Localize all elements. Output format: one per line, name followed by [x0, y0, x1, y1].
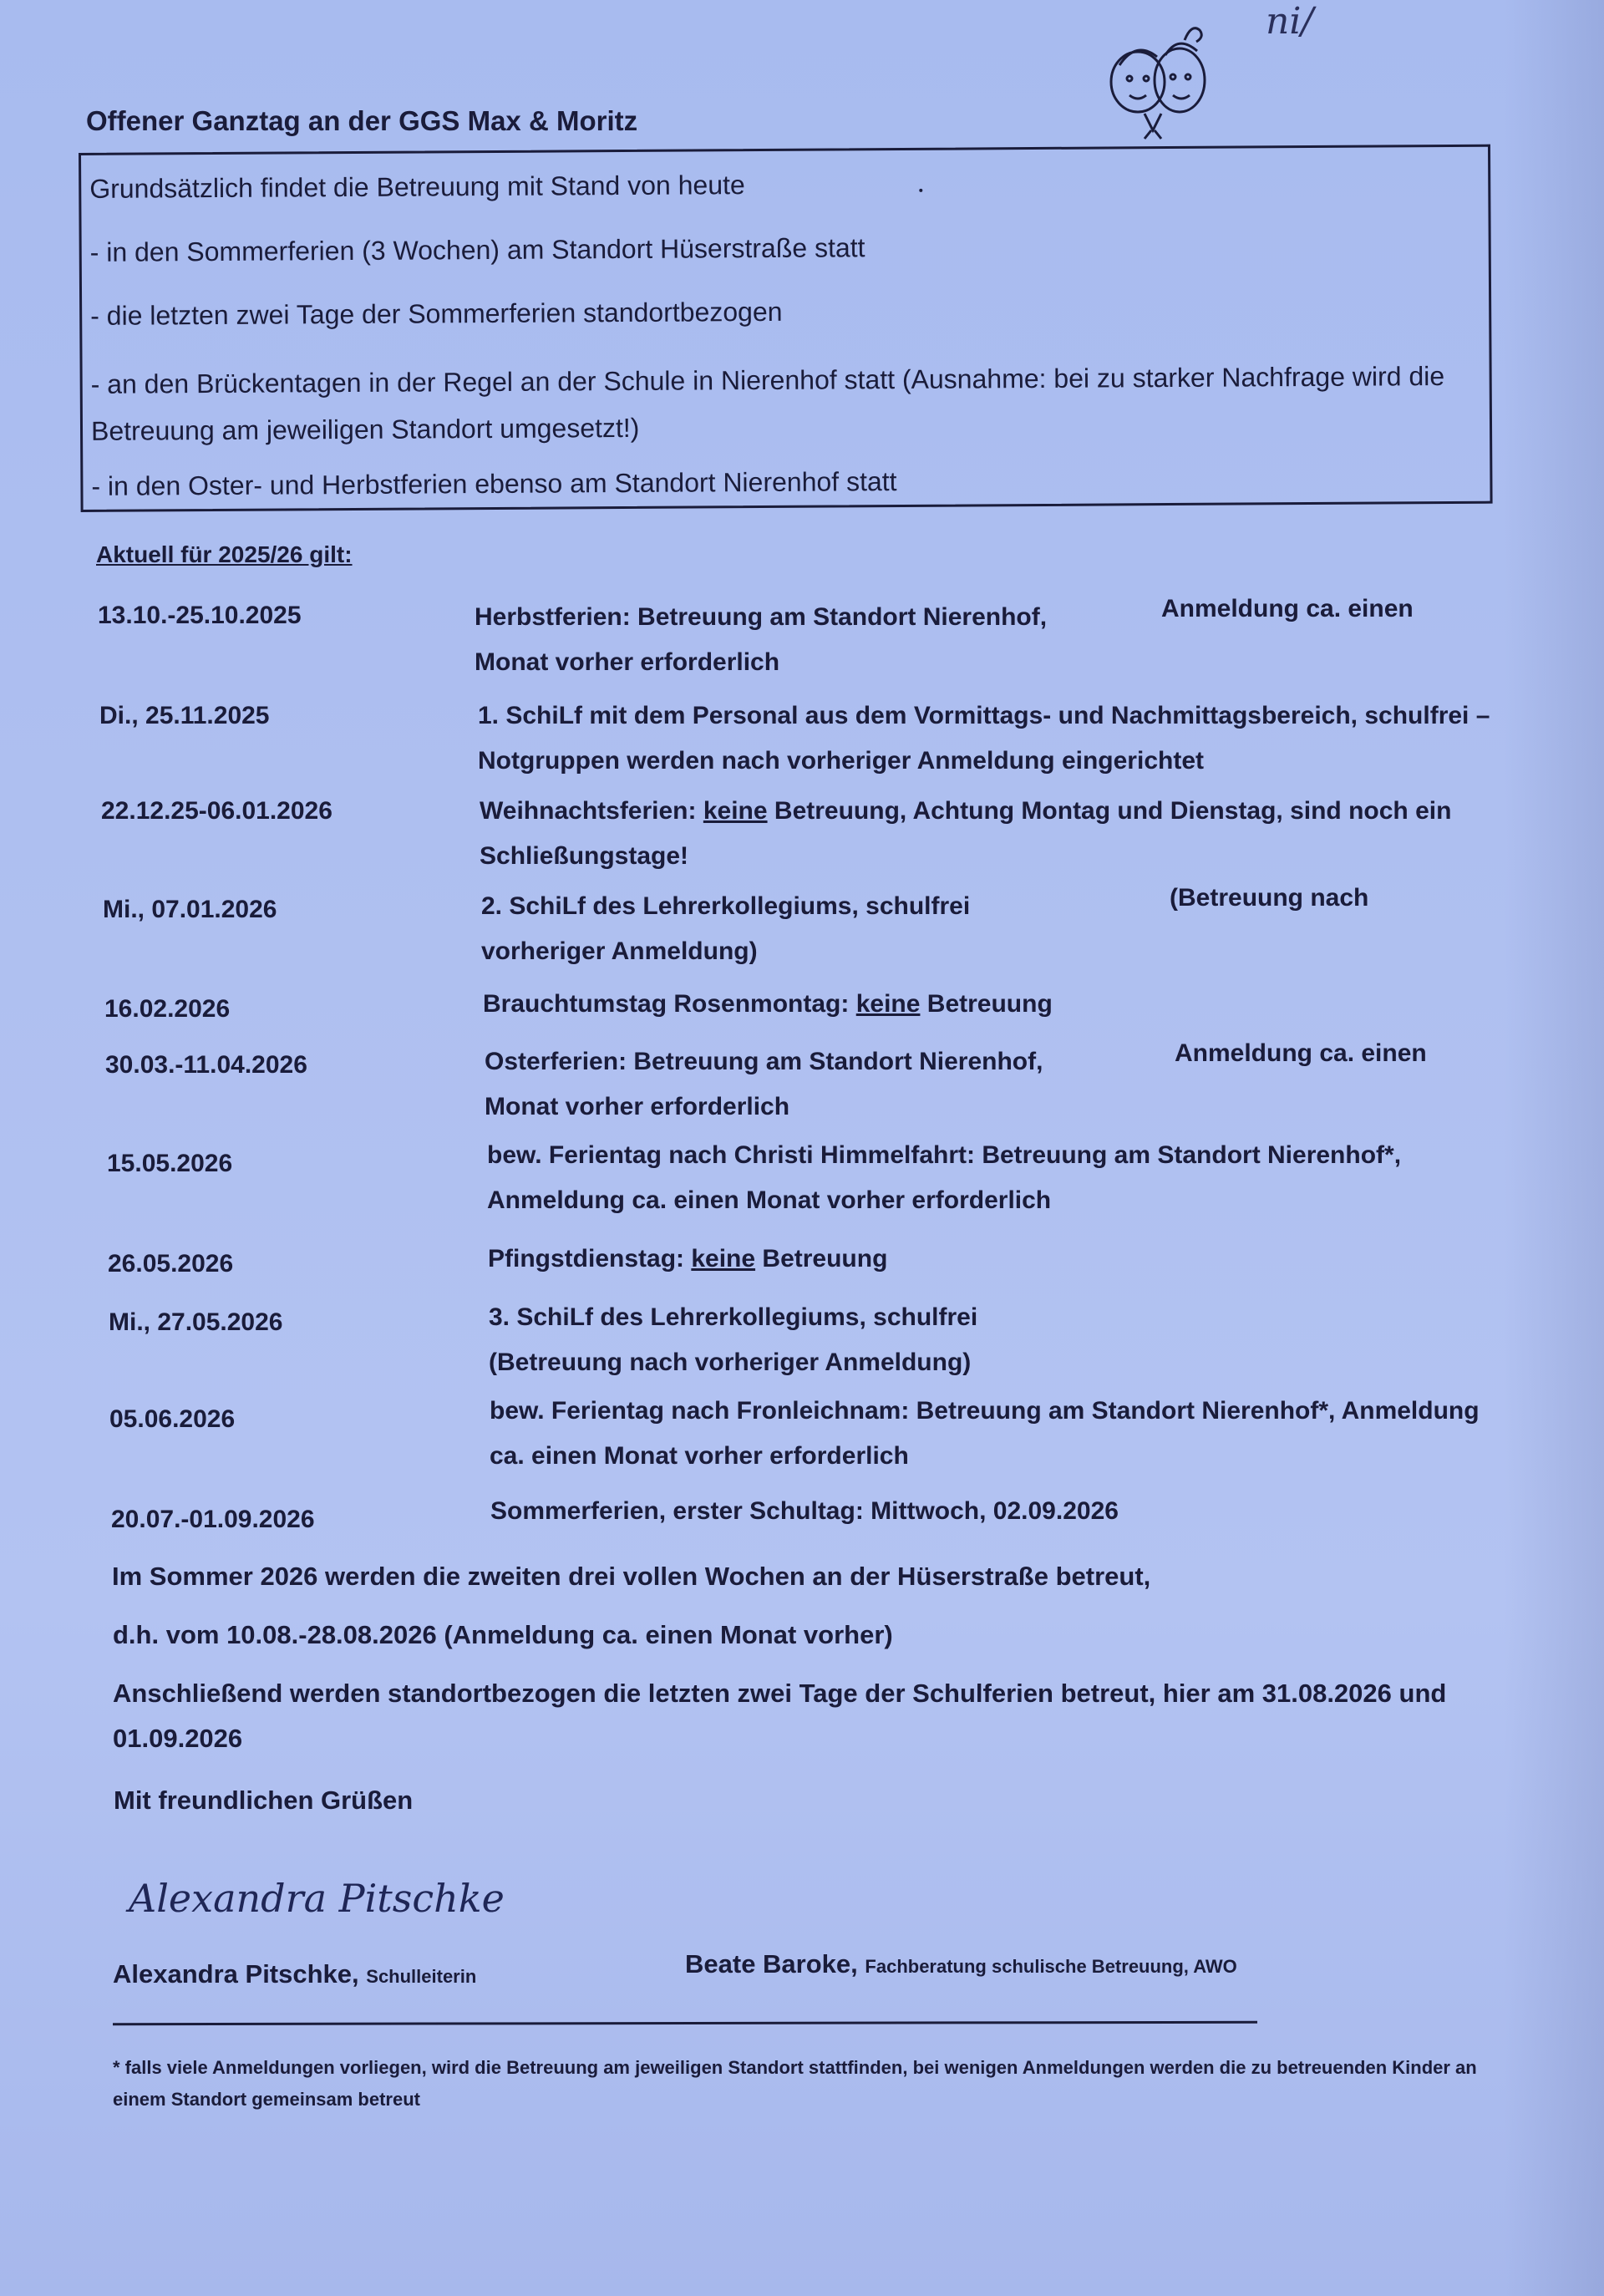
- info-line: - in den Oster- und Herbstferien ebenso am Standort Nierenhof statt: [91, 466, 897, 501]
- schedule-desc-line: Herbstferien: Betreuung am Standort Nierenhof,: [475, 603, 1048, 631]
- desc-emphasis: keine: [855, 990, 921, 1018]
- schedule-date: 22.12.25-06.01.2026: [101, 797, 332, 825]
- page-title: Offener Ganztag an der GGS Max & Moritz: [86, 105, 638, 136]
- info-line: Grundsätzlich findet die Betreuung mit Stand von heute: [89, 170, 745, 204]
- schedule-desc-line: Monat vorher erforderlich: [485, 1093, 790, 1120]
- schedule-note: Anmeldung ca. einen: [1161, 595, 1414, 622]
- desc-text: Betreuung, Achtung Montag und Dienstag, sind noch ein Schließungstage!: [480, 797, 1452, 870]
- schedule-date: 26.05.2026: [108, 1250, 234, 1278]
- signer-principal: [113, 1959, 476, 1989]
- greeting: Mit freundlichen Grüßen: [114, 1785, 414, 1815]
- schedule-desc-line: Monat vorher erforderlich: [475, 648, 780, 676]
- schedule-date: 05.06.2026: [109, 1405, 236, 1433]
- schedule-desc-line: vorheriger Anmeldung): [481, 937, 758, 965]
- schedule-date: 30.03.-11.04.2026: [105, 1051, 307, 1079]
- desc-text: Brauchtumstag Rosenmontag:: [483, 990, 856, 1018]
- handwritten-signature: [125, 1860, 505, 1935]
- signer-name: Beate Baroke,: [685, 1949, 858, 1979]
- desc-text: Betreuung: [920, 990, 1053, 1018]
- summer-dates: d.h. vom 10.08.-28.08.2026 (Anmeldung ca. einen Monat vorher): [113, 1620, 893, 1649]
- svg-text:Alexandra Pitschke: Alexandra Pitschke: [129, 1876, 505, 1921]
- signer-advisor: [685, 1949, 1237, 1979]
- page-shadow: [1504, 0, 1604, 2296]
- footnote: * falls viele Anmeldungen vorliegen, wird die Betreuung am jeweiligen Standort stattfinden, bei wenigen Anmeldungen werden die zu betreuenden Kinder an einem Standort gemeinsam betreut: [113, 2057, 1477, 2110]
- info-line: - in den Sommerferien (3 Wochen) am Standort Hüserstraße statt: [89, 232, 865, 267]
- schedule-date: 16.02.2026: [104, 995, 231, 1023]
- schedule-date: Mi., 27.05.2026: [109, 1308, 283, 1336]
- schedule-desc: [488, 1237, 1499, 1282]
- schedule-desc: Sommerferien, erster Schultag: Mittwoch, 02.09.2026: [490, 1497, 1119, 1525]
- schedule-date: 20.07.-01.09.2026: [111, 1506, 315, 1533]
- schedule-desc: 1. SchiLf mit dem Personal aus dem Vormittags- und Nachmittagsbereich, schulfrei – Notgruppen werden nach vorheriger Anmeldung eingerichtet: [478, 702, 1490, 775]
- schedule-note: (Betreuung nach: [1170, 884, 1369, 912]
- schedule-desc-line: (Betreuung nach vorheriger Anmeldung): [489, 1349, 972, 1376]
- schedule-date: Mi., 07.01.2026: [103, 896, 277, 923]
- desc-text: Betreuung: [755, 1245, 888, 1272]
- schedule-desc: [483, 982, 1494, 1027]
- current-year-label: Aktuell für 2025/26 gilt:: [96, 541, 353, 567]
- desc-text: Pfingstdienstag:: [488, 1245, 692, 1272]
- signer-role: Schulleiterin: [366, 1966, 477, 1987]
- schedule-desc: bew. Ferientag nach Christi Himmelfahrt: Betreuung am Standort Nierenhof*, Anmeldung ca. einen Monat vorher erforderlich: [487, 1141, 1402, 1214]
- desc-emphasis: keine: [691, 1245, 756, 1272]
- summer-paragraph: Im Sommer 2026 werden die zweiten drei vollen Wochen an der Hüserstraße betreut,: [112, 1562, 1151, 1591]
- schedule-desc-line: 2. SchiLf des Lehrerkollegiums, schulfrei: [481, 892, 971, 920]
- ink-dot: [919, 189, 922, 192]
- schedule-date: Di., 25.11.2025: [99, 702, 270, 729]
- schedule-desc: bew. Ferientag nach Fronleichnam: Betreuung am Standort Nierenhof*, Anmeldung ca. einen Monat vorher erforderlich: [490, 1397, 1480, 1470]
- desc-text: Weihnachtsferien:: [480, 797, 703, 825]
- school-logo-icon: [1086, 15, 1236, 149]
- signer-name: Alexandra Pitschke,: [113, 1959, 359, 1989]
- info-line: - an den Brückentagen in der Regel an der Schule in Nierenhof statt (Ausnahme: bei zu starker Nachfrage wird die Betreuung am jeweiligen Standort umgesetzt!): [90, 361, 1445, 446]
- schedule-desc-line: Osterferien: Betreuung am Standort Nierenhof,: [485, 1048, 1043, 1075]
- schedule-note: Anmeldung ca. einen: [1175, 1039, 1427, 1067]
- schedule-date: 15.05.2026: [107, 1150, 233, 1177]
- handwritten-scribble: ni/: [1266, 0, 1314, 43]
- closing-paragraph: Anschließend werden standortbezogen die letzten zwei Tage der Schulferien betreut, hier am 31.08.2026 und 01.09.2026: [113, 1679, 1447, 1753]
- schedule-desc: [489, 1295, 1500, 1385]
- schedule-date: 13.10.-25.10.2025: [98, 602, 302, 629]
- info-box: [79, 145, 1493, 512]
- signer-role: Fachberatung schulische Betreuung, AWO: [865, 1956, 1237, 1977]
- schedule-desc-line: 3. SchiLf des Lehrerkollegiums, schulfrei: [489, 1303, 978, 1331]
- desc-emphasis: keine: [703, 797, 768, 825]
- schedule-desc: [480, 789, 1482, 879]
- info-line: - die letzten zwei Tage der Sommerferien standortbezogen: [90, 296, 783, 331]
